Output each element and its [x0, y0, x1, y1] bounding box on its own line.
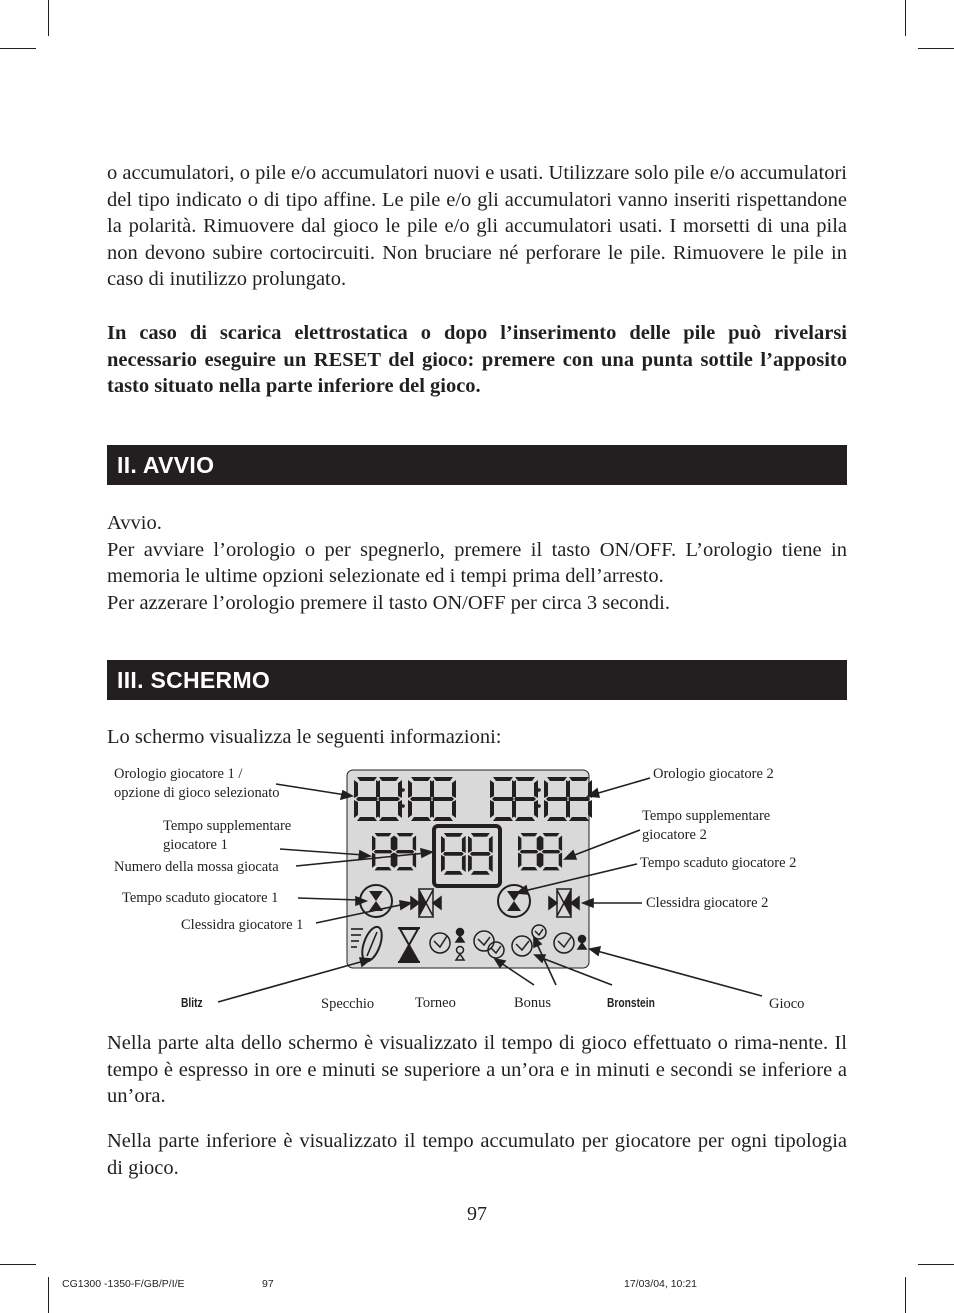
- label-hourglass-player1: Clessidra giocatore 1: [181, 917, 304, 933]
- label-bronstein: Bronstein: [607, 996, 655, 1010]
- label-game: Gioco: [769, 996, 805, 1012]
- label-expired-player1: Tempo scaduto giocatore 1: [122, 890, 279, 906]
- section-title-schermo: III. SCHERMO: [117, 667, 271, 693]
- label-move-number: Numero della mossa giocata: [114, 859, 279, 875]
- label-blitz: Blitz: [181, 996, 203, 1010]
- screen-top-explanation: [107, 1030, 847, 1110]
- screen-top-explanation-text: Nella parte alta dello schermo è visualizzato il tempo di gioco effettuato o rima-nente. Il tempo è espresso in ore e minuti se superiore a un’ora e in minuti e secondi se inferiore a un’ora.: [107, 1032, 847, 1107]
- screen-bottom-explanation: [107, 1128, 847, 1181]
- section-title-avvio: II. AVVIO: [117, 452, 215, 478]
- reset-note-text: In caso di scarica elettrostatica o dopo l’inserimento delle pile può rivelarsi necessario eseguire un RESET del gioco: premere con una punta sottile l’apposito tasto situato nella parte inferiore del gioco.: [107, 322, 847, 397]
- label-extra-time-player1-b: giocatore 1: [163, 837, 228, 853]
- label-extra-time-player2-a: Tempo supplementare: [642, 808, 771, 824]
- avvio-line-1: Avvio.: [107, 512, 162, 534]
- screen-bottom-explanation-text: Nella parte inferiore è visualizzato il tempo accumulato per giocatore per ogni tipologia di gioco.: [107, 1130, 847, 1179]
- page-number: 97: [467, 1203, 487, 1225]
- avvio-line-3: Per azzerare l’orologio premere il tasto ON/OFF per circa 3 secondi.: [107, 591, 670, 614]
- avvio-line-2: Per avviare l’orologio o per spegnerlo, premere il tasto ON/OFF. L’orologio tiene in memoria le ultime opzioni selezionate ed i tempi prima dell’arresto.: [107, 538, 847, 587]
- footer-code: CG1300 -1350-F/GB/P/I/E: [62, 1278, 185, 1290]
- label-hourglass-player2: Clessidra giocatore 2: [646, 895, 769, 911]
- battery-instructions: o accumulatori, o pile e/o accumulatori nuovi e usati. Utilizzare solo pile e/o accumulatori del tipo indicato o di tipo affine. Le pile e/o gli accumulatori vanno inseriti rispettandone la polarità. Rimuovere dal gioco le pile e/o gli accumulatori usati. I morsetti di una pila non devono subire cortocircuiti. Non bruciare né perforare le pile. Rimuovere le pile in caso di inutilizzo prolungato.: [107, 162, 847, 290]
- label-clock-player1-a: Orologio giocatore 1 /: [114, 766, 243, 782]
- label-tournament: Torneo: [415, 995, 456, 1011]
- footer-date: 17/03/04, 10:21: [624, 1278, 697, 1290]
- label-clock-player2: Orologio giocatore 2: [653, 766, 774, 782]
- label-expired-player2: Tempo scaduto giocatore 2: [640, 855, 797, 871]
- schermo-intro-text: Lo schermo visualizza le seguenti informazioni:: [107, 726, 502, 748]
- footer-page: 97: [262, 1278, 274, 1290]
- label-clock-player1-b: opzione di gioco selezionato: [114, 785, 280, 801]
- label-mirror: Specchio: [321, 996, 375, 1012]
- label-extra-time-player2-b: giocatore 2: [642, 827, 707, 843]
- label-extra-time-player1-a: Tempo supplementare: [163, 818, 292, 834]
- label-bonus: Bonus: [514, 995, 552, 1011]
